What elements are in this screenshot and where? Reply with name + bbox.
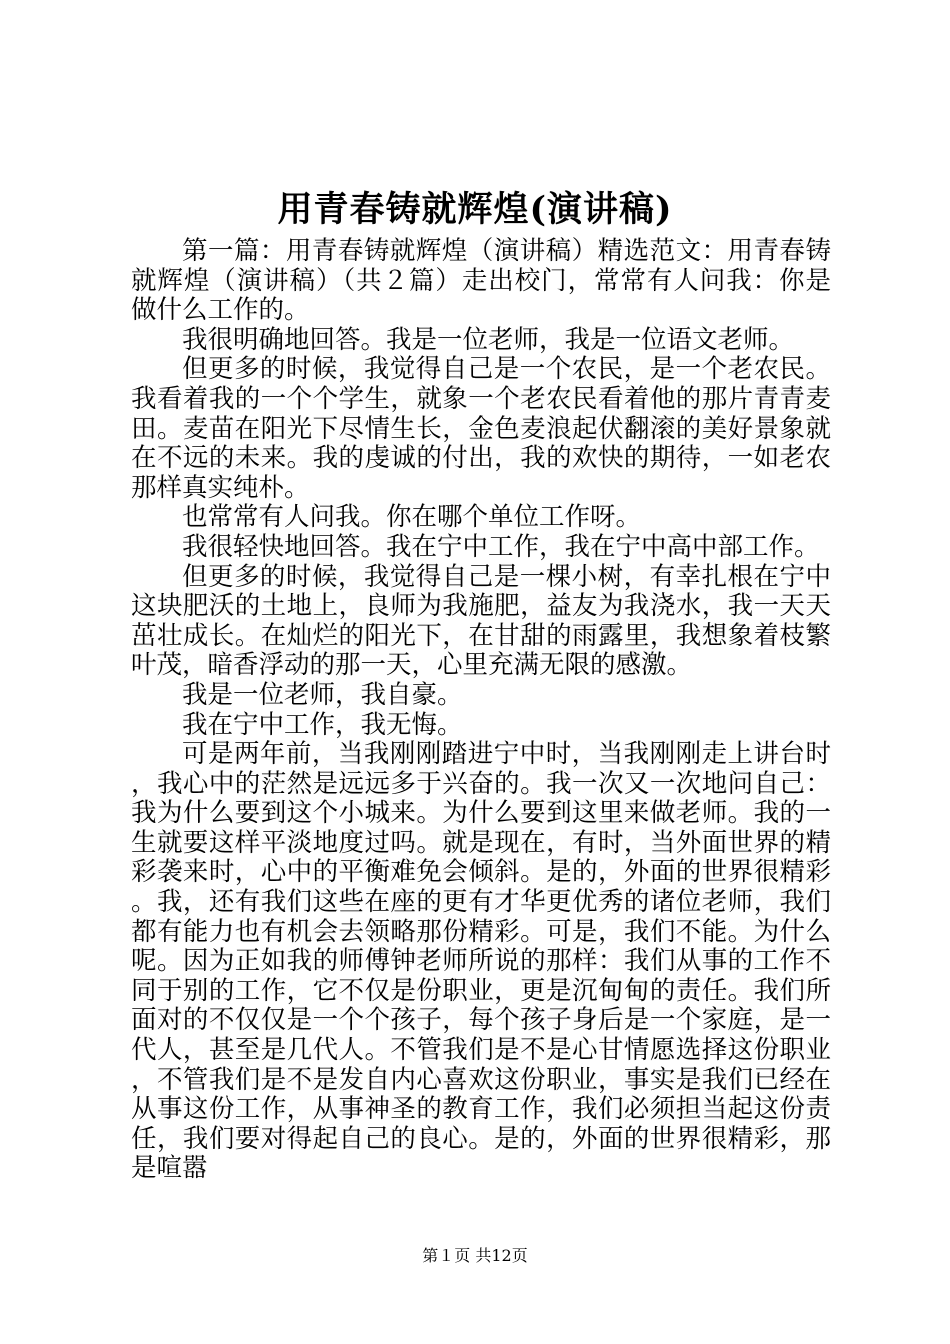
paragraph: 我在宁中工作，我无悔。 xyxy=(182,709,463,740)
paragraph: 可是两年前，当我刚刚踏进宁中时，当我刚刚走上讲台时，我心中的茫然是远远多于兴奋的。我一次又一次地问自己：我为什么要到这个小城来。为什么要到这里来做老师。我的一生就要这样平淡地度过吗。就是现在，有时，当外面世界的精彩袭来时，心中的平衡难免会倾斜。是的，外面的世界很精彩。我，还有我们这些在座的更有才华更优秀的诸位老师，我们都有能力也有机会去领略那份精彩。可是，我们不能。为什么呢。因为正如我的师傅钟老师所说的那样：我们从事的工作不同于别的工作，它不仅是份职业，更是沉甸甸的责任。我们所面对的不仅仅是一个个孩子，每个孩子身后是一个家庭，是一代人，甚至是几代人。不管我们是不是心甘情愿选择这份职业，不管我们是不是发自内心喜欢这份职业，事实是我们已经在从事这份工作，从事神圣的教育工作，我们必须担当起这份责任，我们要对得起自己的良心。是的，外面的世界很精彩，那是喧嚣 xyxy=(131,739,831,1184)
document-body xyxy=(131,237,831,1184)
paragraph: 但更多的时候，我觉得自己是一棵小树，有幸扎根在宁中这块肥沃的土地上，良师为我施肥，益友为我浇水，我一天天茁壮成长。在灿烂的阳光下，在甘甜的雨露里，我想象着枝繁叶茂，暗香浮动的那一天，心里充满无限的感激。 xyxy=(131,561,831,681)
paragraph: 也常常有人问我。你在哪个单位工作呀。 xyxy=(182,502,642,533)
page-footer: 第１页 共12页 xyxy=(422,1246,528,1265)
paragraph: 我很明确地回答。我是一位老师，我是一位语文老师。 xyxy=(182,324,795,355)
paragraph: 我很轻快地回答。我在宁中工作，我在宁中高中部工作。 xyxy=(182,531,820,562)
document-title: 用青春铸就辉煌(演讲稿) xyxy=(277,189,673,230)
paragraph: 但更多的时候，我觉得自己是一个农民，是一个老农民。我看着我的一个个学生，就象一个老农民看着他的那片青青麦田。麦苗在阳光下尽情生长，金色麦浪起伏翻滚的美好景象就在不远的未来。我的虔诚的付出，我的欢快的期待，一如老农那样真实纯朴。 xyxy=(131,354,831,503)
paragraph: 第一篇：用青春铸就辉煌（演讲稿）精选范文：用青春铸就辉煌（演讲稿）（共２篇）走出校门，常常有人问我：你是做什么工作的。 xyxy=(131,236,831,326)
paragraph: 我是一位老师，我自豪。 xyxy=(182,679,463,710)
